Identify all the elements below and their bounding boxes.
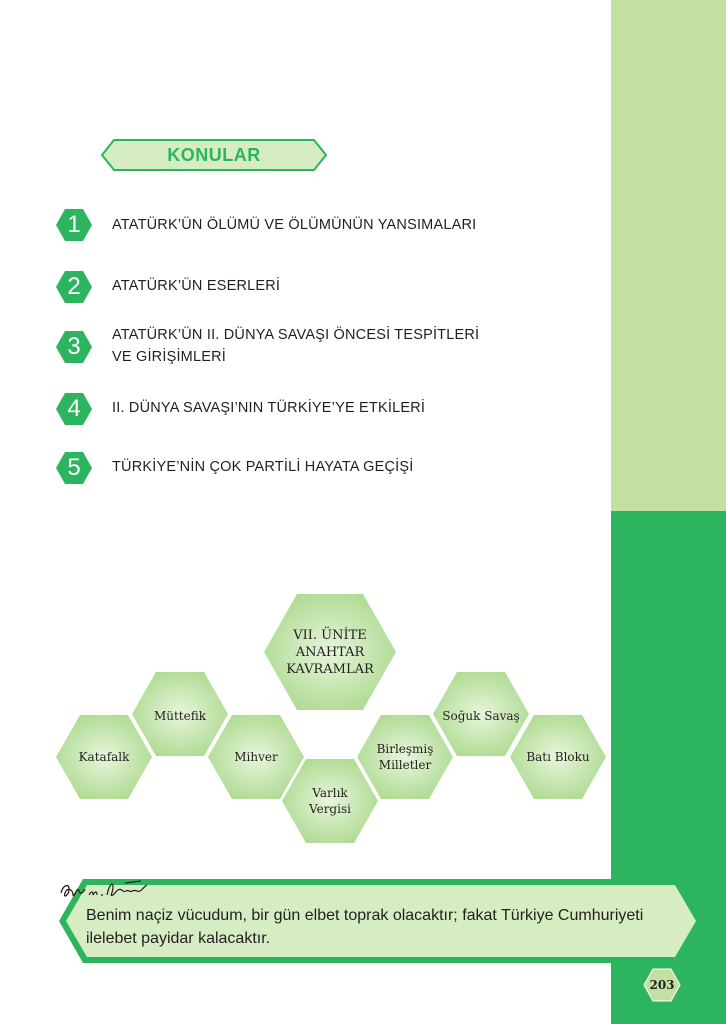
quote-banner bbox=[57, 877, 705, 965]
topic-title: ATATÜRK’ÜN ÖLÜMÜ VE ÖLÜMÜNÜN YANSIMALARI bbox=[112, 217, 477, 233]
topic-title-line-1: ATATÜRK’ÜN II. DÜNYA SAVAŞI ÖNCESİ TESPİTLERİ bbox=[112, 327, 480, 343]
hex-label: Mihver bbox=[234, 750, 278, 764]
topic-number: 5 bbox=[67, 454, 81, 481]
hex-bati-bloku bbox=[510, 715, 606, 799]
hex-label: Batı Bloku bbox=[526, 750, 590, 764]
topic-title: TÜRKİYE’NİN ÇOK PARTİLİ HAYATA GEÇİŞİ bbox=[112, 459, 414, 475]
topic-number: 2 bbox=[67, 273, 81, 300]
hex-center-title bbox=[264, 594, 396, 710]
konular-header bbox=[101, 139, 327, 171]
side-band-light bbox=[611, 0, 726, 511]
topic-number-badge bbox=[56, 392, 92, 426]
hex-center-line-1: VII. ÜNİTE bbox=[293, 627, 367, 643]
page-number bbox=[643, 968, 681, 1002]
hex-label-line-1: Birleşmiş bbox=[376, 742, 434, 756]
hex-label: Müttefik bbox=[153, 709, 207, 723]
topic-number: 1 bbox=[67, 211, 81, 238]
hex-label-line-1: Varlık bbox=[312, 786, 348, 800]
hex-center-line-3: KAVRAMLAR bbox=[286, 661, 374, 677]
topic-number-badge bbox=[56, 330, 92, 364]
hex-katafalk bbox=[56, 715, 152, 799]
topic-number: 3 bbox=[67, 333, 81, 360]
quote-text bbox=[86, 904, 676, 950]
topic-number-badge bbox=[56, 270, 92, 304]
signature-image bbox=[57, 877, 153, 905]
topic-number-badge bbox=[56, 451, 92, 485]
hex-label: Soğuk Savaş bbox=[442, 709, 520, 723]
hex-label-line-2: Milletler bbox=[378, 758, 432, 772]
topic-number-badge bbox=[56, 208, 92, 242]
quote-line-2: ilelebet payidar kalacaktır. bbox=[86, 930, 271, 947]
topic-title-line-2: VE GİRİŞİMLERİ bbox=[112, 349, 226, 365]
quote-line-1: Benim naçiz vücudum, bir gün elbet toprak olacaktır; fakat Türkiye Cumhuriyeti bbox=[86, 907, 644, 924]
topic-number: 4 bbox=[67, 395, 81, 422]
topic-title: II. DÜNYA SAVAŞI’NIN TÜRKİYE’YE ETKİLERİ bbox=[112, 400, 426, 416]
hex-center-line-2: ANAHTAR bbox=[295, 644, 365, 660]
hex-label-line-2: Vergisi bbox=[309, 802, 351, 816]
konular-title: KONULAR bbox=[167, 145, 261, 165]
topic-title: ATATÜRK’ÜN ESERLERİ bbox=[112, 278, 281, 294]
page-number-text: 203 bbox=[649, 978, 675, 992]
hex-label: Katafalk bbox=[78, 750, 130, 764]
